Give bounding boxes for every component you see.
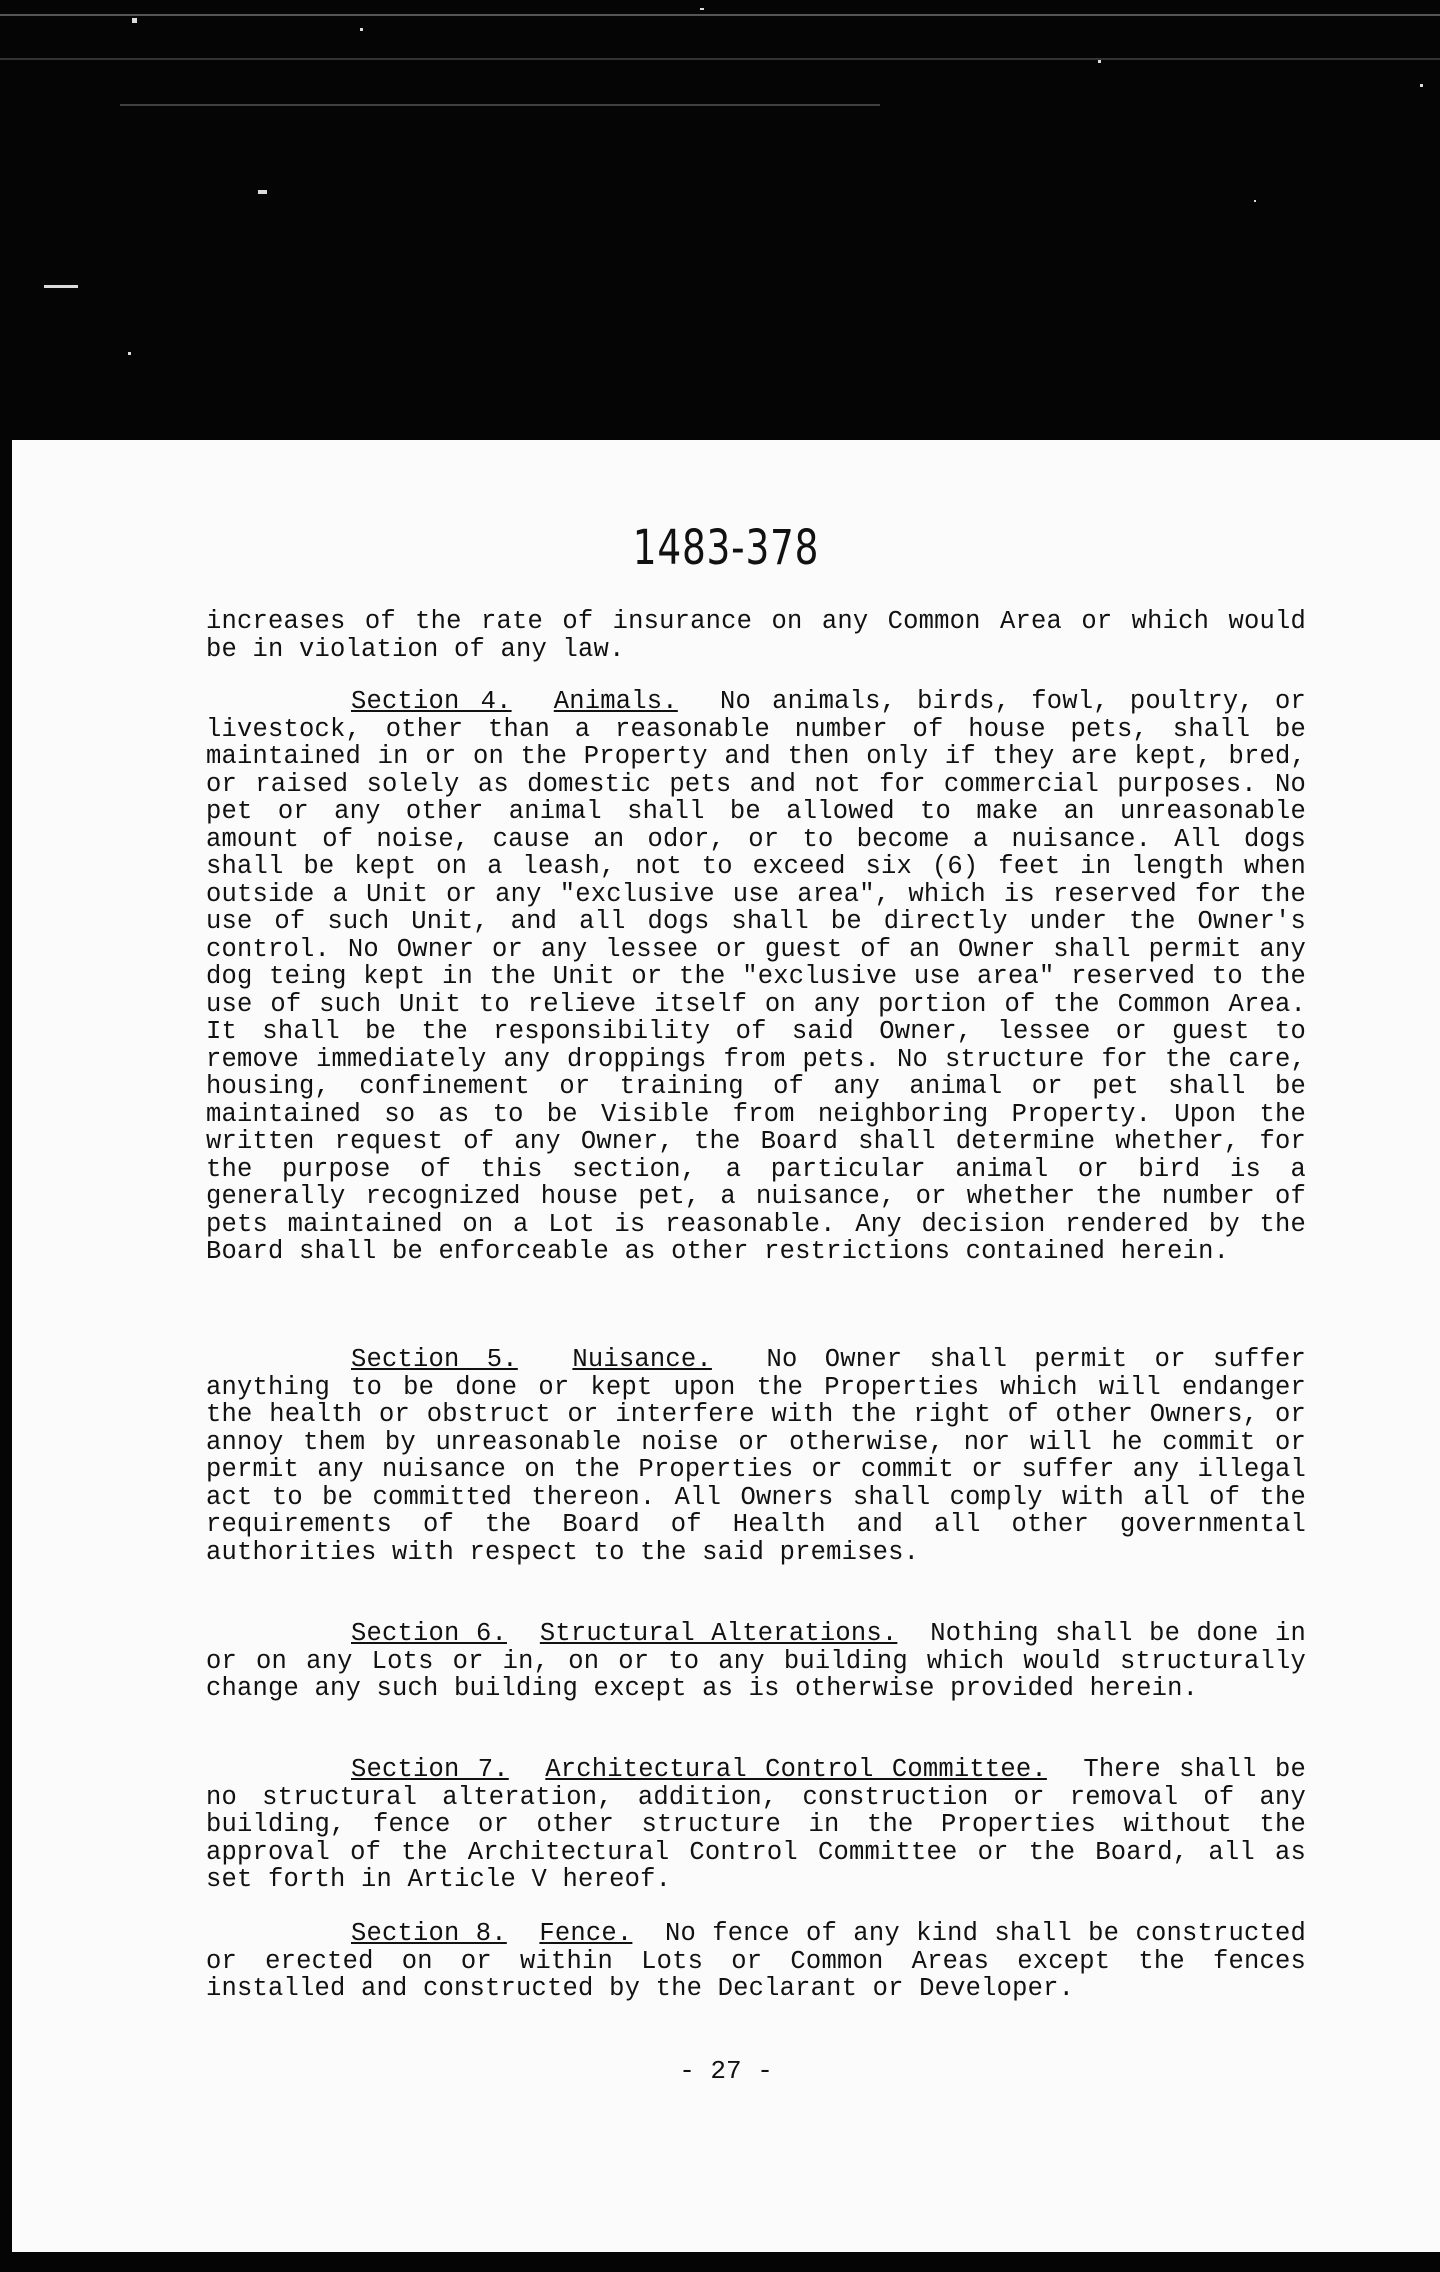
section-7-text: There shall be no structural alteration, addition, construction or removal of any building, fence or other structure in the Properties without the approval of the Architectural Control Committee or the Board, all as set forth in Article V hereof. — [206, 1755, 1306, 1894]
section-6-title: Structural Alterations. — [539, 1619, 898, 1648]
section-5-text: No Owner shall permit or suffer anything to be done or kept upon the Properties which will endanger the health or obstruct or interfere with the right of other Owners, or annoy them by unreasonable noise or otherwise, nor will he commit or permit any nuisance on the Properties or commit or suffer any illegal act to be committed thereon. All Owners shall comply with all of the requirements of the Board of Health and all other governmental authorities with respect to the said premises. — [206, 1345, 1306, 1567]
intro-text: increases of the rate of insurance on any Common Area or which would be in violation of any law. — [206, 607, 1306, 664]
intro-paragraph — [206, 608, 1306, 663]
section-8-paragraph — [206, 1920, 1306, 2003]
section-6-number: Section 6. — [351, 1619, 507, 1648]
section-8-title: Fence. — [539, 1919, 633, 1948]
section-6-text: Nothing shall be done in or on any Lots or in, on or to any building which would structurally change any such building except as is otherwise provided herein. — [206, 1619, 1307, 1703]
section-7-title: Architectural Control Committee. — [545, 1755, 1047, 1784]
section-8-number: Section 8. — [351, 1919, 507, 1948]
section-5-paragraph — [206, 1346, 1306, 1566]
section-6-paragraph — [206, 1620, 1306, 1703]
section-7-paragraph — [206, 1756, 1306, 1894]
section-4-title: Animals. — [553, 687, 678, 716]
section-5-title: Nuisance. — [572, 1345, 712, 1374]
section-4-number: Section 4. — [351, 687, 512, 716]
section-7-number: Section 7. — [351, 1755, 509, 1784]
section-4-text: No animals, birds, fowl, poultry, or livestock, other than a reasonable number of house pets, shall be maintained in or on the Property and then only if they are kept, bred, or raised solely as domestic pets and not for commercial purposes. No pet or any other animal shall be allowed to make an unreasonable amount of noise, cause an odor, or to become a nuisance. All dogs shall be kept on a leash, not to exceed six (6) feet in length when outside a Unit or any "exclusive use area", which is reserved for the use of such Unit, and all dogs shall be directly under the Owner's control. No Owner or any lessee or guest of an Owner shall permit any dog teing kept in the Unit or the "exclusive use area" reserved to the use of such Unit to relieve itself on any portion of the Common Area. It shall be the responsibility of said Owner, lessee or guest to remove immediately any droppings from pets. No structure for the care, housing, confinement or training of any animal or pet shall be maintained so as to be Visible from neighboring Property. Upon the written request of any Owner, the Board shall determine whether, for the purpose of this section, a particular animal or bird is a generally recognized house pet, a nuisance, or whether the number of pets maintained on a Lot is reasonable. Any decision rendered by the Board shall be enforceable as other restrictions contained herein. — [206, 687, 1306, 1266]
page-number: - 27 - — [679, 2056, 773, 2086]
section-4-paragraph — [206, 688, 1306, 1266]
section-5-number: Section 5. — [351, 1345, 518, 1374]
page-stamp: 1483-378 — [632, 520, 820, 576]
section-8-text: No fence of any kind shall be constructed or erected on or within Lots or Common Areas except the fences installed and constructed by the Declarant or Developer. — [206, 1919, 1306, 2003]
document-page — [12, 440, 1440, 2252]
